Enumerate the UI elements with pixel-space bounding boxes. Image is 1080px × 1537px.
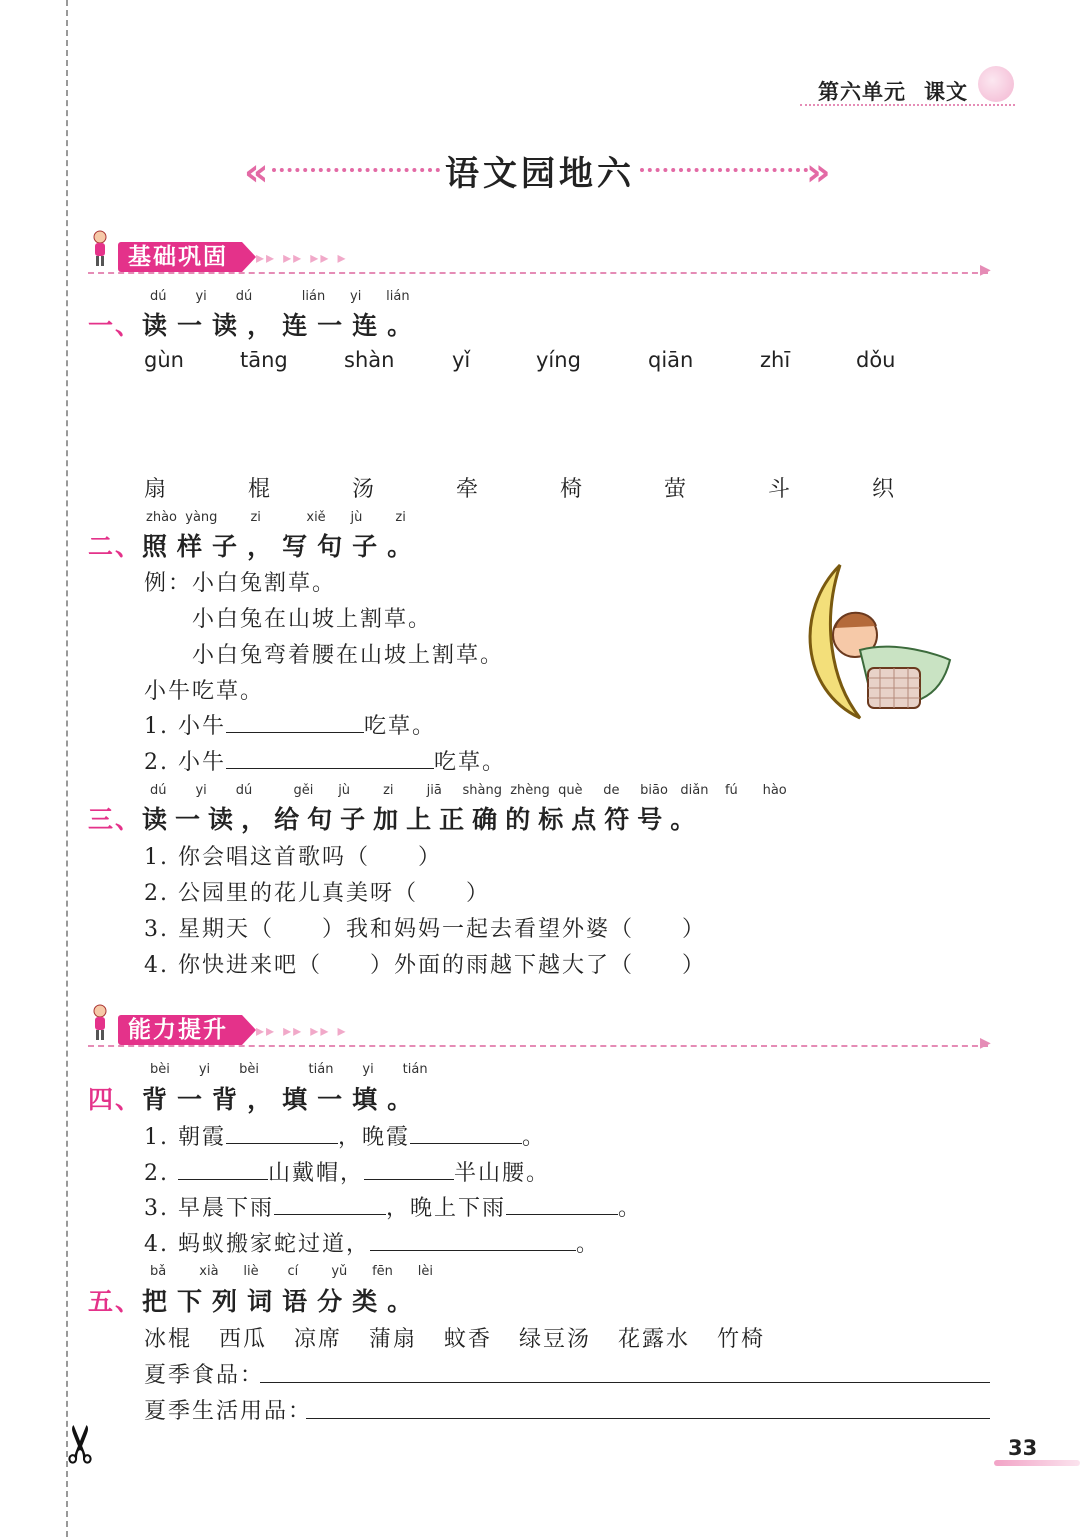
- q3-item-3[interactable]: 3. 星期天（ ）我和妈妈一起去看望外婆（ ）: [144, 917, 706, 942]
- item-text: 3. 早晨下雨: [144, 1196, 274, 1221]
- char-item[interactable]: 扇: [144, 477, 169, 502]
- heading-char: 句: [317, 532, 353, 561]
- heading-char: ，: [247, 532, 283, 561]
- pinyin-item[interactable]: zhī: [760, 348, 791, 372]
- title-dots-right: [640, 168, 808, 172]
- q2-example-1: 例：小白兔割草。: [144, 571, 337, 596]
- heading-char: 给: [274, 805, 308, 834]
- q2-item-1: [144, 709, 436, 740]
- pinyin: yi: [362, 1062, 374, 1077]
- char-item[interactable]: 汤: [352, 477, 377, 502]
- q4-heading: [88, 1080, 422, 1116]
- char-item[interactable]: 椅: [560, 477, 585, 502]
- q1-pinyin: [150, 289, 410, 304]
- q2-item-2: [144, 745, 506, 776]
- heading-char: 一: [175, 805, 209, 834]
- pinyin: yi: [195, 783, 207, 798]
- heading-char: 填: [352, 1085, 388, 1114]
- pinyin: zi: [250, 510, 261, 525]
- heading-char: 标: [538, 805, 572, 834]
- word-item[interactable]: 凉席: [294, 1327, 343, 1352]
- question-number: 一、: [88, 311, 143, 340]
- q3-pinyin: [150, 783, 787, 798]
- page-number-bar: [994, 1460, 1080, 1466]
- answer-blank[interactable]: [370, 1230, 576, 1251]
- pinyin: dú: [150, 289, 167, 304]
- double-chevron-right-icon: »: [806, 150, 831, 194]
- pinyin: biāo: [640, 783, 668, 798]
- heading-char: 。: [387, 532, 423, 561]
- pinyin-item[interactable]: shàn: [344, 348, 395, 372]
- q3-item-4[interactable]: 4. 你快进来吧（ ）外面的雨越下越大了（ ）: [144, 953, 706, 978]
- heading-char: ，: [247, 311, 283, 340]
- q4-item-4: [144, 1227, 600, 1258]
- q2-example-3: 小白兔弯着腰在山坡上割草。: [192, 643, 505, 668]
- item-text: ，晚上下雨: [385, 1196, 506, 1221]
- heading-char: ，: [247, 1085, 283, 1114]
- q5-word-list: [144, 1322, 765, 1353]
- pinyin: cí: [287, 1264, 299, 1279]
- heading-char: ，: [241, 805, 275, 834]
- pinyin-item[interactable]: tāng: [240, 348, 288, 372]
- pinyin: fēn: [372, 1264, 393, 1279]
- q2-pinyin: [146, 510, 406, 525]
- pinyin: diǎn: [680, 783, 709, 798]
- banner-arrows-icon: ▸▸ ▸▸ ▸▸ ▸: [256, 1021, 348, 1040]
- item-text: 吃草。: [363, 714, 436, 739]
- pinyin: bèi: [239, 1062, 259, 1077]
- flower-icon: [978, 66, 1014, 102]
- pinyin: jiā: [426, 783, 442, 798]
- answer-blank[interactable]: [410, 1123, 522, 1144]
- pinyin-item[interactable]: qiān: [648, 348, 694, 372]
- item-text: 2. 小牛: [144, 750, 226, 775]
- heading-char: 确: [472, 805, 506, 834]
- heading-char: 。: [387, 1287, 423, 1316]
- word-item[interactable]: 蚊香: [444, 1327, 493, 1352]
- girl-figure-icon: [92, 1004, 108, 1042]
- word-item[interactable]: 竹椅: [717, 1327, 766, 1352]
- q2-heading: [88, 527, 422, 563]
- item-text: 吃草。: [433, 750, 506, 775]
- char-item[interactable]: 斗: [768, 477, 793, 502]
- pinyin: gěi: [293, 783, 314, 798]
- unit-label: 第六单元: [818, 80, 906, 104]
- item-text: 1. 朝霞: [144, 1125, 226, 1150]
- goods-answer-line[interactable]: [306, 1418, 990, 1419]
- item-text: 。: [522, 1125, 547, 1150]
- double-chevron-left-icon: «: [244, 150, 269, 194]
- char-item[interactable]: 萤: [664, 477, 689, 502]
- word-item[interactable]: 蒲扇: [369, 1327, 418, 1352]
- question-number: 四、: [88, 1085, 143, 1114]
- arrow-right-icon: ▶: [980, 1035, 991, 1051]
- item-text: 4. 蚂蚁搬家蛇过道，: [144, 1232, 370, 1257]
- answer-blank[interactable]: [274, 1194, 386, 1215]
- arrow-right-icon: ▶: [980, 262, 991, 278]
- heading-char: 写: [282, 532, 318, 561]
- heading-char: 符: [604, 805, 638, 834]
- banner-arrows-icon: ▸▸ ▸▸ ▸▸ ▸: [256, 248, 348, 267]
- pinyin: dú: [235, 783, 253, 798]
- section-banner-basic: 基础巩固: [118, 242, 242, 272]
- heading-char: 照: [142, 532, 178, 561]
- answer-blank[interactable]: [178, 1159, 268, 1180]
- heading-char: 语: [282, 1287, 318, 1316]
- word-item[interactable]: 西瓜: [219, 1327, 268, 1352]
- section-banner-ability: 能力提升: [118, 1015, 242, 1045]
- pinyin: zi: [395, 510, 406, 525]
- question-number: 二、: [88, 532, 143, 561]
- pinyin: yǔ: [331, 1264, 348, 1279]
- q2-base-sentence: 小牛吃草。: [144, 679, 265, 704]
- pinyin: xiě: [306, 510, 326, 525]
- section-divider: [88, 272, 988, 274]
- heading-char: 。: [387, 1085, 423, 1114]
- item-text: 半山腰。: [454, 1161, 551, 1186]
- answer-blank[interactable]: [226, 1123, 338, 1144]
- item-text: 。: [575, 1232, 600, 1257]
- pinyin-item[interactable]: yíng: [536, 348, 581, 372]
- heading-char: 一: [317, 1085, 353, 1114]
- pinyin: lián: [301, 289, 326, 304]
- section-label: 课文: [924, 80, 968, 104]
- pinyin-item[interactable]: yǐ: [452, 348, 471, 372]
- pinyin: zhào: [146, 510, 177, 525]
- heading-char: 号: [637, 805, 671, 834]
- char-item[interactable]: 织: [872, 477, 897, 502]
- word-item[interactable]: 冰棍: [144, 1327, 193, 1352]
- pinyin: bèi: [150, 1062, 170, 1077]
- q5-food-label: 夏季食品：: [144, 1363, 265, 1388]
- heading-char: 读: [142, 805, 176, 834]
- q3-item-2[interactable]: 2. 公园里的花儿真美呀（ ）: [144, 881, 490, 906]
- section-divider: [88, 1045, 988, 1047]
- heading-char: 背: [142, 1085, 178, 1114]
- heading-char: 读: [208, 805, 242, 834]
- heading-char: 样: [177, 532, 213, 561]
- heading-char: 点: [571, 805, 605, 834]
- pinyin: xià: [199, 1264, 219, 1279]
- heading-char: 一: [317, 311, 353, 340]
- item-text: ，晚霞: [337, 1125, 410, 1150]
- q4-pinyin: [150, 1062, 428, 1077]
- pinyin: fú: [724, 783, 738, 798]
- heading-char: 一: [177, 1085, 213, 1114]
- pinyin-item[interactable]: dǒu: [856, 348, 896, 372]
- heading-char: 下: [177, 1287, 213, 1316]
- pinyin: zhèng: [510, 783, 550, 798]
- heading-char: 填: [282, 1085, 318, 1114]
- answer-blank[interactable]: [226, 712, 364, 733]
- header-divider: [800, 104, 1015, 106]
- heading-char: 读: [212, 311, 248, 340]
- pinyin: zi: [383, 783, 394, 798]
- pinyin: shàng: [462, 783, 502, 798]
- heading-char: 分: [317, 1287, 353, 1316]
- q5-heading: [88, 1282, 422, 1318]
- answer-blank[interactable]: [226, 748, 434, 769]
- q4-item-1: [144, 1120, 546, 1151]
- pinyin: yàng: [185, 510, 218, 525]
- item-text: 1. 小牛: [144, 714, 226, 739]
- running-header: [818, 76, 986, 106]
- heading-char: 一: [177, 311, 213, 340]
- heading-char: 加: [373, 805, 407, 834]
- pinyin: què: [558, 783, 583, 798]
- item-text: 2.: [144, 1161, 178, 1186]
- char-item[interactable]: 棍: [248, 477, 273, 502]
- heading-char: 上: [406, 805, 440, 834]
- q5-pinyin: [150, 1264, 433, 1279]
- heading-char: 词: [247, 1287, 283, 1316]
- item-text: 山戴帽，: [267, 1161, 364, 1186]
- q2-example-2: 小白兔在山坡上割草。: [192, 607, 433, 632]
- heading-char: 读: [142, 311, 178, 340]
- pinyin: jù: [338, 783, 351, 798]
- heading-char: 子: [352, 532, 388, 561]
- q4-item-2: [144, 1156, 550, 1187]
- q1-heading: [88, 306, 422, 342]
- sleeping-child-on-moon-illustration: [800, 560, 960, 725]
- heading-char: 。: [387, 311, 423, 340]
- q3-heading: [88, 800, 703, 836]
- pinyin: dú: [150, 783, 167, 798]
- heading-char: 背: [212, 1085, 248, 1114]
- heading-char: 句: [307, 805, 341, 834]
- heading-char: 正: [439, 805, 473, 834]
- pinyin: tián: [402, 1062, 428, 1077]
- heading-char: 列: [212, 1287, 248, 1316]
- word-item[interactable]: 绿豆汤: [519, 1327, 592, 1352]
- page-title: 语文园地六: [445, 154, 635, 194]
- pinyin: bǎ: [150, 1264, 167, 1279]
- pinyin: yi: [195, 289, 207, 304]
- pinyin: tián: [308, 1062, 334, 1077]
- pinyin: de: [603, 783, 620, 798]
- heading-char: 的: [505, 805, 539, 834]
- word-item[interactable]: 花露水: [618, 1327, 691, 1352]
- answer-blank[interactable]: [506, 1194, 618, 1215]
- heading-char: 类: [352, 1287, 388, 1316]
- pinyin: liè: [243, 1264, 259, 1279]
- pinyin: jù: [350, 510, 363, 525]
- question-number: 三、: [88, 805, 143, 834]
- heading-char: 把: [142, 1287, 178, 1316]
- q1-char-row: [144, 472, 944, 502]
- pinyin: yi: [350, 289, 362, 304]
- heading-char: 连: [282, 311, 318, 340]
- pinyin: lián: [386, 289, 410, 304]
- heading-char: 。: [670, 805, 704, 834]
- cut-line: [66, 0, 68, 1537]
- item-text: 。: [618, 1196, 643, 1221]
- heading-char: 子: [212, 532, 248, 561]
- scissors-icon: ✂: [51, 1422, 112, 1466]
- girl-figure-icon: [92, 230, 108, 268]
- q5-goods-label: 夏季生活用品：: [144, 1399, 313, 1424]
- q3-item-1[interactable]: 1. 你会唱这首歌吗（ ）: [144, 845, 442, 870]
- page-number: 33: [1008, 1436, 1038, 1460]
- heading-char: 连: [352, 311, 388, 340]
- char-item[interactable]: 牵: [456, 477, 481, 502]
- question-number: 五、: [88, 1287, 143, 1316]
- pinyin: lèi: [417, 1264, 433, 1279]
- food-answer-line[interactable]: [260, 1382, 990, 1383]
- answer-blank[interactable]: [364, 1159, 454, 1180]
- q4-item-3: [144, 1191, 642, 1222]
- pinyin-item[interactable]: gùn: [144, 348, 184, 372]
- pinyin: yi: [198, 1062, 211, 1077]
- pinyin: dú: [235, 289, 253, 304]
- heading-char: 子: [340, 805, 374, 834]
- pinyin: hào: [762, 783, 787, 798]
